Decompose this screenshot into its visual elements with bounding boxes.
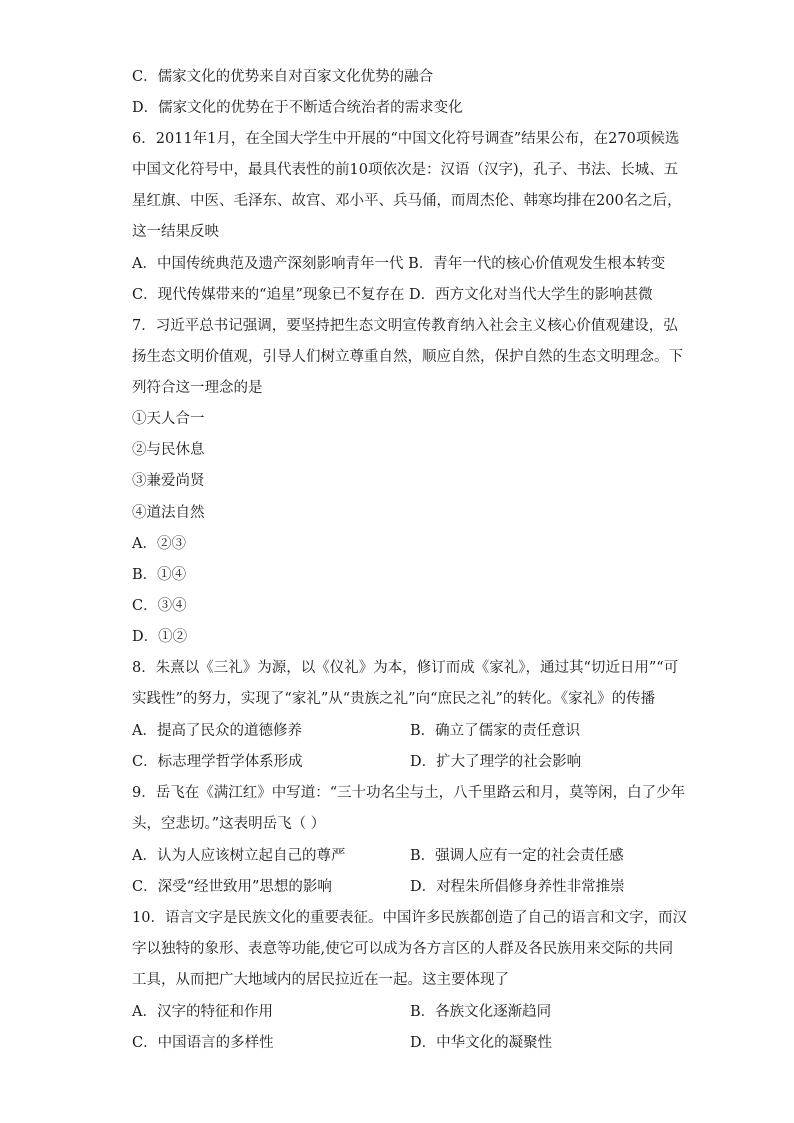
q6-stem-line-2: 中国文化符号中，最具代表性的前10项依次是：汉语（汉字)，孔子、书法、长城、五 bbox=[132, 162, 679, 178]
q6-stem-line-1: 6．2011年1月，在全国大学生中开展的“中国文化符号调查”结果公布，在270项候选 bbox=[132, 131, 680, 147]
q9-option-b: B．强调人应有一定的社会责任感 bbox=[410, 848, 624, 864]
q7-item-4: ④道法自然 bbox=[132, 505, 205, 521]
q6-options-cd: C．现代传媒带来的“追星”现象已不复存在 D．西方文化对当代大学生的影响甚微 bbox=[132, 287, 653, 303]
q10-option-d: D．中华文化的凝聚性 bbox=[410, 1035, 553, 1051]
q7-stem-line-2: 扬生态文明价值观，引导人们树立尊重自然，顺应自然，保护自然的生态文明理念。下 bbox=[132, 349, 683, 365]
q9-option-a: A．认为人应该树立起自己的尊严 bbox=[132, 848, 346, 864]
q7-option-d: D．①② bbox=[132, 629, 188, 645]
q10-stem-line-1: 10．语言文字是民族文化的重要表征。中国许多民族都创造了自己的语言和文字，而汉 bbox=[132, 910, 687, 926]
q9-option-c: C．深受“经世致用”思想的影响 bbox=[132, 879, 332, 895]
q10-option-c: C．中国语言的多样性 bbox=[132, 1035, 274, 1051]
q7-item-3: ③兼爱尚贤 bbox=[132, 473, 205, 489]
q7-stem-line-3: 列符合这一理念的是 bbox=[132, 380, 263, 396]
q6-stem-line-4: 这一结果反映 bbox=[132, 224, 219, 240]
q8-option-d: D．扩大了理学的社会影响 bbox=[410, 754, 582, 770]
q9-stem-line-1: 9．岳飞在《满江红》中写道：“三十功名尘与土，八千里路云和月，莫等闲，白了少年 bbox=[132, 785, 686, 801]
q8-option-a: A．提高了民众的道德修养 bbox=[132, 723, 302, 739]
q5-option-c: C．儒家文化的优势来自对百家文化优势的融合 bbox=[132, 69, 434, 85]
q7-option-c: C．③④ bbox=[132, 598, 187, 614]
q6-stem-line-3: 星红旗、中医、毛泽东、故宫、邓小平、兵马俑，而周杰伦、韩寒均排在200名之后， bbox=[132, 193, 682, 209]
q10-stem-line-3: 工具，从而把广大地域内的居民拉近在一起。这主要体现了 bbox=[132, 972, 509, 988]
q9-stem-line-2: 头，空悲切。”这表明岳飞（ ） bbox=[132, 816, 326, 832]
q7-stem-line-1: 7．习近平总书记强调，要坚持把生态文明宣传教育纳入社会主义核心价值观建设，弘 bbox=[132, 318, 678, 334]
q10-option-b: B．各族文化逐渐趋同 bbox=[410, 1004, 552, 1020]
q7-option-a: A．②③ bbox=[132, 536, 186, 552]
q7-item-2: ②与民休息 bbox=[132, 442, 205, 458]
q9-option-d: D．对程朱所倡修身养性非常推崇 bbox=[410, 879, 625, 895]
q8-stem-line-2: 实践性”的努力，实现了“家礼”从“贵族之礼”向“庶民之礼”的转化。《家礼》的传播 bbox=[132, 691, 656, 707]
q8-stem-line-1: 8．朱熹以《三礼》为源，以《仪礼》为本，修订而成《家礼》，通过其“切近日用”“可 bbox=[132, 660, 679, 676]
q7-item-1: ①天人合一 bbox=[132, 411, 205, 427]
q8-option-c: C．标志理学哲学体系形成 bbox=[132, 754, 303, 770]
q10-stem-line-2: 字以独特的象形、表意等功能,使它可以成为各方言区的人群及各民族用来交际的共同 bbox=[132, 941, 674, 957]
q6-options-ab: A．中国传统典范及遗产深刻影响青年一代 B．青年一代的核心价值观发生根本转变 bbox=[132, 256, 666, 272]
q10-option-a: A．汉字的特征和作用 bbox=[132, 1004, 273, 1020]
q7-option-b: B．①④ bbox=[132, 567, 187, 583]
q5-option-d: D．儒家文化的优势在于不断适合统治者的需求变化 bbox=[132, 100, 463, 116]
q8-option-b: B．确立了儒家的责任意识 bbox=[410, 723, 581, 739]
